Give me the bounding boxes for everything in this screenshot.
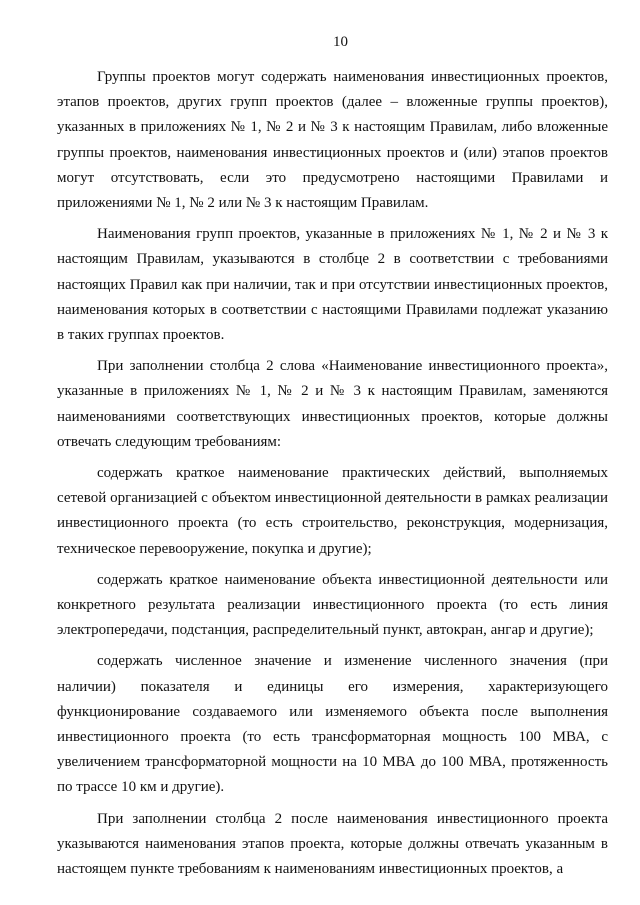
paragraph-stage-names: При заполнении столбца 2 после наименования инвестиционного проекта указываются наименования этапов проекта, которые должны отвечать указанным в настоящем пункте требованиям к наименованиям инвестиционных проектов, а: [57, 810, 608, 878]
requirement-item-object: содержать краткое наименование объекта инвестиционной деятельности или конкретного результата реализации инвестиционного проекта (то есть линия электропередачи, подстанция, распределительный пункт, автокран, ангар и другие);: [57, 571, 608, 639]
paragraph-column-2-fill: При заполнении столбца 2 слова «Наименование инвестиционного проекта», указанные в приложениях № 1, № 2 и № 3 к настоящим Правилам, заменяются наименованиями соответствующих инвестиционных проектов, которые должны отвечать следующим требованиям:: [57, 358, 608, 450]
paragraph-group-names: Наименования групп проектов, указанные в приложениях № 1, № 2 и № 3 к настоящим Правилам, указываются в столбце 2 в соответствии с требованиями настоящих Правил как при наличии, так и при отсутствии инвестиционных проектов, наименования которых в соответствии с настоящими Правилами подлежат указанию в таких группах проектов.: [57, 226, 608, 344]
paragraph-project-groups: Группы проектов могут содержать наименования инвестиционных проектов, этапов проектов, других групп проектов (далее – вложенные группы проектов), указанных в приложениях № 1, № 2 и № 3 к настоящим Правилам, либо вложенные группы проектов, наименования инвестиционных проектов и (или) этапов проектов могут отсутствовать, если это предусмотрено настоящими Правилами и приложениями № 1, № 2 или № 3 к настоящим Правилам.: [57, 69, 608, 212]
page-number: 10: [333, 34, 348, 50]
requirement-item-actions: содержать краткое наименование практических действий, выполняемых сетевой организацией с объектом инвестиционной деятельности в рамках реализации инвестиционного проекта (то есть строительство, реконструкция, модернизация, техническое перевооружение, покупка и другие);: [57, 465, 608, 557]
requirement-item-indicator: содержать численное значение и изменение численного значения (при наличии) показателя и единицы его измерения, характеризующего функционирование создаваемого или изменяемого объекта после выполнения инвестиционного проекта (то есть трансформаторная мощность 100 МВА, с увеличением трансформаторной мощности на 10 МВА до 100 МВА, протяженность по трассе 10 км и другие).: [57, 653, 608, 796]
